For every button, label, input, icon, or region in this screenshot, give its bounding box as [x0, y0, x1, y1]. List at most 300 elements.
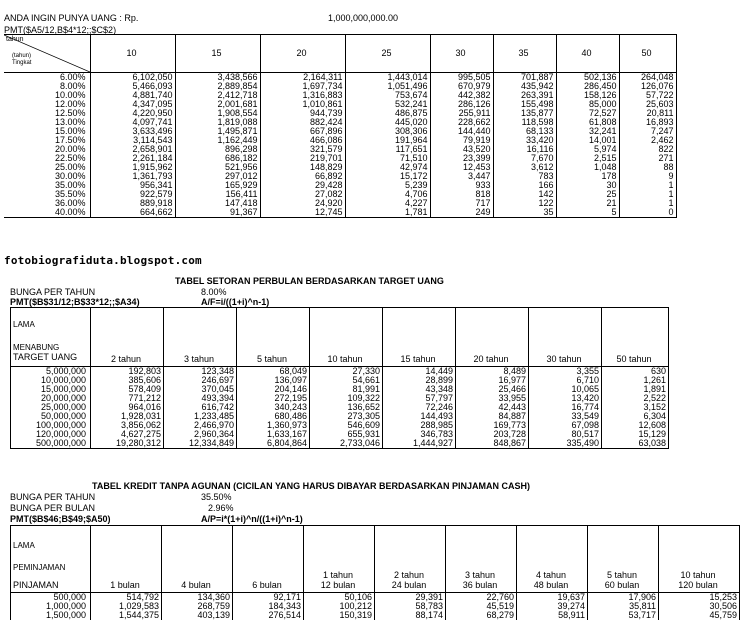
col-header-months: 12 bulan: [320, 580, 356, 590]
value-cell: 166: [493, 181, 556, 190]
value-cell: 24,920: [260, 199, 345, 208]
value-cell: 1: [619, 199, 676, 208]
loan-cell: 500,000: [11, 593, 91, 603]
value-cell: 680,486: [237, 412, 310, 421]
value-cell: 5,974: [556, 145, 619, 154]
value-cell: 88: [619, 163, 676, 172]
value-cell: 4,220,950: [90, 109, 175, 118]
value-cell: 335,490: [529, 439, 602, 449]
value-cell: 493,394: [164, 394, 237, 403]
value-cell: 184,343: [233, 602, 304, 611]
value-cell: 1,891: [602, 385, 669, 394]
col-header: 15: [175, 35, 260, 73]
value-cell: 3,355: [529, 367, 602, 377]
col-header-months: 4 bulan: [181, 580, 211, 590]
value-cell: 340,243: [237, 403, 310, 412]
section3-rate-year-label: BUNGA PER TAHUN: [10, 492, 96, 502]
col-header: [233, 526, 304, 593]
value-cell: 14,001: [556, 136, 619, 145]
section2-formula-text: A/F=i/((1+i)^n-1): [201, 297, 270, 307]
value-cell: 19,280,312: [91, 439, 164, 449]
col-header-months: 24 bulan: [391, 580, 427, 590]
value-cell: 29,391: [375, 593, 446, 603]
value-cell: 7,670: [493, 154, 556, 163]
target-cell: 10,000,000: [11, 376, 91, 385]
rate-cell: 6.00%: [4, 73, 90, 83]
value-cell: 249: [430, 208, 493, 218]
col-header: [446, 526, 517, 593]
value-cell: 403,139: [162, 611, 233, 620]
table-row: [4, 163, 676, 172]
value-cell: 4,097,741: [90, 118, 175, 127]
value-cell: 1,233,485: [164, 412, 237, 421]
value-cell: 100,212: [304, 602, 375, 611]
value-cell: 271: [619, 154, 676, 163]
value-cell: 1: [619, 181, 676, 190]
rate-cell: 35.50%: [4, 190, 90, 199]
value-cell: 933: [430, 181, 493, 190]
hdr-target-uang: TARGET UANG: [13, 352, 78, 362]
value-cell: 771,212: [91, 394, 164, 403]
value-cell: 66,892: [260, 172, 345, 181]
value-cell: 14,449: [383, 367, 456, 377]
target-cell: 100,000,000: [11, 421, 91, 430]
value-cell: 268,759: [162, 602, 233, 611]
value-cell: 109,322: [310, 394, 383, 403]
value-cell: 25,603: [619, 100, 676, 109]
value-cell: 6,304: [602, 412, 669, 421]
value-cell: 117,651: [345, 145, 430, 154]
col-header: 30 tahun: [529, 308, 602, 367]
table-row: [4, 82, 676, 91]
value-cell: 29,428: [260, 181, 345, 190]
value-cell: 45,759: [659, 611, 740, 620]
value-cell: 686,182: [175, 154, 260, 163]
value-cell: 23,399: [430, 154, 493, 163]
table-row: [4, 127, 676, 136]
value-cell: 1,915,962: [90, 163, 175, 172]
value-cell: 25: [556, 190, 619, 199]
table-row: [4, 208, 676, 218]
value-cell: 1,633,167: [237, 430, 310, 439]
value-cell: 964,016: [91, 403, 164, 412]
value-cell: 67,098: [529, 421, 602, 430]
table-row: [11, 421, 669, 430]
rate-cell: 10.00%: [4, 91, 90, 100]
value-cell: 445,020: [345, 118, 430, 127]
table-row: [11, 367, 669, 377]
value-cell: 1,048: [556, 163, 619, 172]
corner-label-tingkat: Tingkat: [12, 60, 32, 66]
value-cell: 123,348: [164, 367, 237, 377]
col-header-years: 4 tahun: [535, 570, 567, 580]
value-cell: 521,956: [175, 163, 260, 172]
value-cell: 532,241: [345, 100, 430, 109]
value-cell: 58,911: [517, 611, 588, 620]
value-cell: 3,633,496: [90, 127, 175, 136]
col-header: 10: [90, 35, 175, 73]
value-cell: 263,391: [493, 91, 556, 100]
value-cell: 21: [556, 199, 619, 208]
corner-label-tahun: tahun: [6, 36, 24, 43]
col-header-months: 120 bulan: [678, 580, 718, 590]
section2-corner-header: [11, 308, 91, 367]
rate-cell: 15.00%: [4, 127, 90, 136]
table-row: [11, 412, 669, 421]
section3-title: TABEL KREDIT TANPA AGUNAN (CICILAN YANG HARUS DIBAYAR BERDASARKAN PINJAMAN CASH): [92, 481, 531, 491]
col-header-months: 36 bulan: [462, 580, 498, 590]
col-header: [659, 526, 740, 593]
value-cell: 6,102,050: [90, 73, 175, 83]
value-cell: 136,097: [237, 376, 310, 385]
value-cell: 670,979: [430, 82, 493, 91]
value-cell: 2,001,681: [175, 100, 260, 109]
value-cell: 3,438,566: [175, 73, 260, 83]
table-row: [4, 109, 676, 118]
table-row: [4, 136, 676, 145]
value-cell: 12,608: [602, 421, 669, 430]
value-cell: 956,341: [90, 181, 175, 190]
value-cell: 5,466,093: [90, 82, 175, 91]
value-cell: 2,515: [556, 154, 619, 163]
value-cell: 882,424: [260, 118, 345, 127]
value-cell: 3,152: [602, 403, 669, 412]
value-cell: 68,133: [493, 127, 556, 136]
target-cell: 25,000,000: [11, 403, 91, 412]
value-cell: 136,652: [310, 403, 383, 412]
value-cell: 118,598: [493, 118, 556, 127]
loan-cell: 1,000,000: [11, 602, 91, 611]
value-cell: 701,887: [493, 73, 556, 83]
col-header: [517, 526, 588, 593]
value-cell: 22,760: [446, 593, 517, 603]
col-header: [588, 526, 659, 593]
value-cell: 165,929: [175, 181, 260, 190]
value-cell: 1,908,554: [175, 109, 260, 118]
value-cell: 135,877: [493, 109, 556, 118]
value-cell: 0: [619, 208, 676, 218]
value-cell: 4,627,275: [91, 430, 164, 439]
value-cell: 13,420: [529, 394, 602, 403]
value-cell: 147,418: [175, 199, 260, 208]
rate-cell: 20.00%: [4, 145, 90, 154]
value-cell: 19,637: [517, 593, 588, 603]
section3-formula-text: A/P=i*(1+i)^n/((1+i)^n-1): [201, 514, 303, 524]
value-cell: 92,171: [233, 593, 304, 603]
value-cell: 1,781: [345, 208, 430, 218]
table-row: [11, 394, 669, 403]
value-cell: 272,195: [237, 394, 310, 403]
col-header: 50: [619, 35, 676, 73]
value-cell: 71,510: [345, 154, 430, 163]
value-cell: 273,305: [310, 412, 383, 421]
value-cell: 20,811: [619, 109, 676, 118]
value-cell: 1,051,496: [345, 82, 430, 91]
table-row: [4, 118, 676, 127]
value-cell: 3,114,543: [90, 136, 175, 145]
value-cell: 81,991: [310, 385, 383, 394]
section1-amount: 1,000,000,000.00: [328, 13, 399, 23]
value-cell: 17,906: [588, 593, 659, 603]
value-cell: 15,253: [659, 593, 740, 603]
section2-rate-label: BUNGA PER TAHUN: [10, 287, 96, 297]
value-cell: 53,717: [588, 611, 659, 620]
value-cell: 1,316,883: [260, 91, 345, 100]
value-cell: 150,319: [304, 611, 375, 620]
value-cell: 35,811: [588, 602, 659, 611]
value-cell: 286,450: [556, 82, 619, 91]
value-cell: 667,896: [260, 127, 345, 136]
value-cell: 346,783: [383, 430, 456, 439]
value-cell: 9: [619, 172, 676, 181]
table-row: [11, 593, 740, 603]
table-row: [4, 190, 676, 199]
value-cell: 2,522: [602, 394, 669, 403]
table-row: [4, 145, 676, 154]
value-cell: 54,661: [310, 376, 383, 385]
col-header: [304, 526, 375, 593]
section2-table: [10, 307, 669, 449]
value-cell: 889,918: [90, 199, 175, 208]
value-cell: 191,964: [345, 136, 430, 145]
value-cell: 655,931: [310, 430, 383, 439]
table-row: [4, 100, 676, 109]
col-header-years: 10 tahun: [680, 570, 716, 580]
value-cell: 58,783: [375, 602, 446, 611]
value-cell: 50,106: [304, 593, 375, 603]
value-cell: 68,049: [237, 367, 310, 377]
rate-cell: 22.50%: [4, 154, 90, 163]
section3-rate-month-value: 2.96%: [208, 503, 234, 513]
value-cell: 79,919: [430, 136, 493, 145]
col-header: 2 tahun: [91, 308, 164, 367]
col-header: 20: [260, 35, 345, 73]
value-cell: 42,443: [456, 403, 529, 412]
table-row: [11, 439, 669, 449]
value-cell: 39,274: [517, 602, 588, 611]
value-cell: 370,045: [164, 385, 237, 394]
value-cell: 2,889,854: [175, 82, 260, 91]
table-row: [11, 376, 669, 385]
table-row: [11, 403, 669, 412]
table-row: [4, 154, 676, 163]
value-cell: 28,899: [383, 376, 456, 385]
value-cell: 43,348: [383, 385, 456, 394]
value-cell: 2,412,718: [175, 91, 260, 100]
value-cell: 2,960,364: [164, 430, 237, 439]
value-cell: 156,411: [175, 190, 260, 199]
col-header: 15 tahun: [383, 308, 456, 367]
value-cell: 12,334,849: [164, 439, 237, 449]
section3-table: [10, 525, 740, 620]
value-cell: 1,928,031: [91, 412, 164, 421]
value-cell: 255,911: [430, 109, 493, 118]
value-cell: 442,382: [430, 91, 493, 100]
value-cell: 1,360,973: [237, 421, 310, 430]
value-cell: 30,506: [659, 602, 740, 611]
section1-formula: PMT($A5/12,B$4*12;;$C$2): [4, 25, 117, 35]
value-cell: 33,955: [456, 394, 529, 403]
value-cell: 435,942: [493, 82, 556, 91]
section1-title: ANDA INGIN PUNYA UANG : Rp.: [4, 13, 139, 23]
section3-rate-month-label: BUNGA PER BULAN: [10, 503, 96, 513]
value-cell: 5: [556, 208, 619, 218]
value-cell: 32,241: [556, 127, 619, 136]
value-cell: 2,462: [619, 136, 676, 145]
value-cell: 3,856,062: [91, 421, 164, 430]
value-cell: 2,164,311: [260, 73, 345, 83]
value-cell: 1,029,583: [91, 602, 162, 611]
table-row: [4, 73, 676, 83]
value-cell: 72,246: [383, 403, 456, 412]
value-cell: 45,519: [446, 602, 517, 611]
value-cell: 33,420: [493, 136, 556, 145]
value-cell: 896,298: [175, 145, 260, 154]
value-cell: 10,065: [529, 385, 602, 394]
value-cell: 288,985: [383, 421, 456, 430]
value-cell: 264,048: [619, 73, 676, 83]
value-cell: 25,466: [456, 385, 529, 394]
value-cell: 321,579: [260, 145, 345, 154]
value-cell: 385,606: [91, 376, 164, 385]
value-cell: 995,505: [430, 73, 493, 83]
section2-rate-value: 8.00%: [201, 287, 227, 297]
value-cell: 3,612: [493, 163, 556, 172]
value-cell: 664,662: [90, 208, 175, 218]
hdr-pinjaman: PINJAMAN: [13, 580, 59, 590]
value-cell: 33,549: [529, 412, 602, 421]
value-cell: 203,728: [456, 430, 529, 439]
section3-formula-cell: PMT($B$46;B$49;$A50): [10, 514, 111, 524]
table-row: [4, 91, 676, 100]
value-cell: 122: [493, 199, 556, 208]
value-cell: 297,012: [175, 172, 260, 181]
table-row: [11, 602, 740, 611]
value-cell: 486,875: [345, 109, 430, 118]
hdr-lama: LAMA: [13, 541, 35, 550]
value-cell: 630: [602, 367, 669, 377]
value-cell: 178: [556, 172, 619, 181]
target-cell: 500,000,000: [11, 439, 91, 449]
value-cell: 142: [493, 190, 556, 199]
value-cell: 466,086: [260, 136, 345, 145]
value-cell: 1,361,793: [90, 172, 175, 181]
col-header-months: 6 bulan: [252, 580, 282, 590]
value-cell: 1,162,449: [175, 136, 260, 145]
rate-cell: 30.00%: [4, 172, 90, 181]
value-cell: 80,517: [529, 430, 602, 439]
value-cell: 61,808: [556, 118, 619, 127]
value-cell: 7,247: [619, 127, 676, 136]
value-cell: 922,579: [90, 190, 175, 199]
value-cell: 84,887: [456, 412, 529, 421]
col-header: 3 tahun: [164, 308, 237, 367]
value-cell: 42,974: [345, 163, 430, 172]
value-cell: 12,745: [260, 208, 345, 218]
col-header: [162, 526, 233, 593]
value-cell: 848,867: [456, 439, 529, 449]
table-row: [4, 172, 676, 181]
section1-corner-header: [4, 35, 90, 73]
table-row: [4, 199, 676, 208]
section2-title: TABEL SETORAN PERBULAN BERDASARKAN TARGET UANG: [175, 276, 444, 286]
value-cell: 91,367: [175, 208, 260, 218]
col-header-months: 60 bulan: [604, 580, 640, 590]
value-cell: 616,742: [164, 403, 237, 412]
table-row: [11, 385, 669, 394]
value-cell: 944,739: [260, 109, 345, 118]
section3-rate-year-value: 35.50%: [201, 492, 232, 502]
value-cell: 192,803: [91, 367, 164, 377]
col-header-years: 1 tahun: [322, 570, 354, 580]
value-cell: 16,977: [456, 376, 529, 385]
value-cell: 85,000: [556, 100, 619, 109]
hdr-menabung: MENABUNG: [13, 343, 60, 352]
value-cell: 35: [493, 208, 556, 218]
value-cell: 228,662: [430, 118, 493, 127]
value-cell: 4,347,095: [90, 100, 175, 109]
rate-cell: 12.50%: [4, 109, 90, 118]
value-cell: 4,881,740: [90, 91, 175, 100]
value-cell: 783: [493, 172, 556, 181]
value-cell: 1,010,861: [260, 100, 345, 109]
col-header-years: [162, 570, 230, 580]
col-header: 50 tahun: [602, 308, 669, 367]
table-row: [4, 181, 676, 190]
table-row: [11, 611, 740, 620]
value-cell: 16,893: [619, 118, 676, 127]
value-cell: 15,172: [345, 172, 430, 181]
blog-watermark: fotobiografiduta.blogspot.com: [4, 254, 202, 267]
col-header-years: [233, 570, 301, 580]
value-cell: 286,126: [430, 100, 493, 109]
section1-table: [4, 34, 677, 218]
section2-formula-cell: PMT($B$31/12;B$33*12;;$A34): [10, 297, 140, 307]
value-cell: 16,116: [493, 145, 556, 154]
value-cell: 126,076: [619, 82, 676, 91]
col-header-years: [91, 570, 159, 580]
section3-corner-header: [11, 526, 91, 593]
value-cell: 753,674: [345, 91, 430, 100]
value-cell: 219,701: [260, 154, 345, 163]
rate-cell: 17.50%: [4, 136, 90, 145]
target-cell: 20,000,000: [11, 394, 91, 403]
value-cell: 308,306: [345, 127, 430, 136]
rate-cell: 36.00%: [4, 199, 90, 208]
col-header-months: 48 bulan: [533, 580, 569, 590]
value-cell: 2,466,970: [164, 421, 237, 430]
rate-cell: 25.00%: [4, 163, 90, 172]
value-cell: 72,527: [556, 109, 619, 118]
value-cell: 27,082: [260, 190, 345, 199]
value-cell: 155,498: [493, 100, 556, 109]
value-cell: 1,444,927: [383, 439, 456, 449]
value-cell: 578,409: [91, 385, 164, 394]
value-cell: 4,706: [345, 190, 430, 199]
value-cell: 16,774: [529, 403, 602, 412]
value-cell: 12,453: [430, 163, 493, 172]
value-cell: 57,722: [619, 91, 676, 100]
value-cell: 144,440: [430, 127, 493, 136]
value-cell: 148,829: [260, 163, 345, 172]
value-cell: 8,489: [456, 367, 529, 377]
col-header: 25: [345, 35, 430, 73]
value-cell: 27,330: [310, 367, 383, 377]
value-cell: 169,773: [456, 421, 529, 430]
target-cell: 120,000,000: [11, 430, 91, 439]
col-header: 20 tahun: [456, 308, 529, 367]
value-cell: 144,493: [383, 412, 456, 421]
